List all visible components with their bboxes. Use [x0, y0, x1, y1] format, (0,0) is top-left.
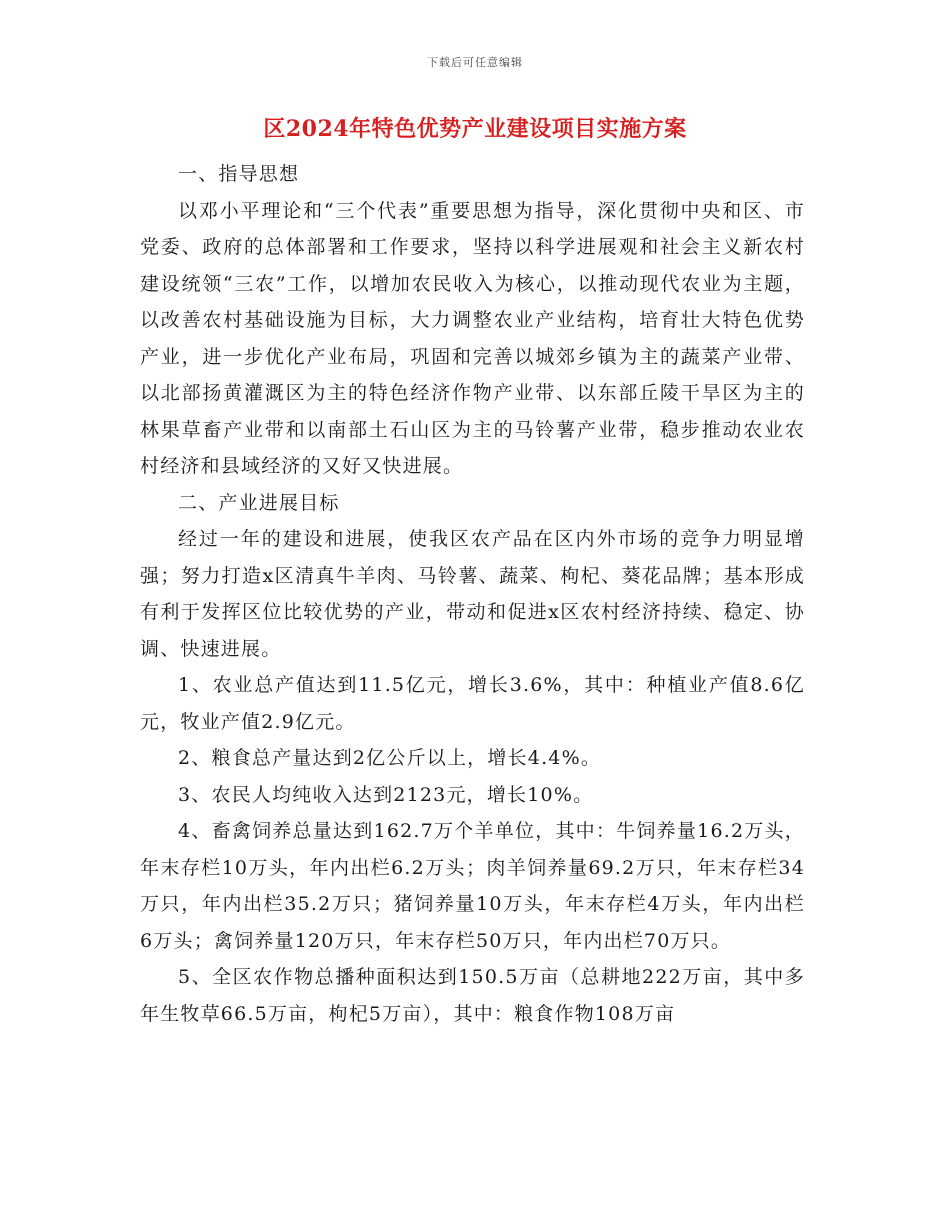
goal-item-5: 5、全区农作物总播种面积达到150.5万亩（总耕地222万亩，其中多年生牧草66.5万亩，枸杞5万亩），其中：粮食作物108万亩 [140, 966, 805, 1025]
paragraph-guiding-ideology: 以邓小平理论和“三个代表”重要思想为指导，深化贯彻中央和区、市党委、政府的总体部署和工作要求，坚持以科学进展观和社会主义新农村建设统领“三农”工作，以增加农民收入为核心，以推动现代农业为主题，以改善农村基础设施为目标，大力调整农业产业结构，培育壮大特色优势产业，进一步优化产业布局，巩固和完善以城郊乡镇为主的蔬菜产业带、以北部扬黄灌溉区为主的特色经济作物产业带、以东部丘陵干旱区为主的林果草畜产业带和以南部土石山区为主的马铃薯产业带，稳步推动农业农村经济和县域经济的又好又快进展。 [140, 199, 805, 477]
goal-item-2: 2、粮食总产量达到2亿公斤以上，增长4.4%。 [178, 747, 602, 769]
document-title: 区2024年特色优势产业建设项目实施方案 [263, 116, 687, 142]
goal-item-4: 4、畜禽饲养总量达到162.7万个羊单位，其中：牛饲养量16.2万头，年末存栏10万头，年内出栏6.2万头；肉羊饲养量69.2万只，年末存栏34万只，年内出栏35.2万只；猪饲养量10万头，年末存栏4万头，年内出栏6万头；禽饲养量120万只，年末存栏50万只，年内出栏70万只。 [140, 820, 805, 952]
document-body [140, 156, 805, 1032]
section-heading-development-goals: 二、产业进展目标 [178, 491, 340, 514]
paragraph-development-goals: 经过一年的建设和进展，使我区农产品在区内外市场的竞争力明显增强；努力打造x区清真牛羊肉、马铃薯、蔬菜、枸杞、葵花品牌；基本形成有利于发挥区位比较优势的产业，带动和促进x区农村经济持续、稳定、协调、快速进展。 [140, 528, 805, 660]
section-heading-guiding-ideology: 一、指导思想 [178, 163, 300, 185]
goal-item-3: 3、农民人均纯收入达到2123元，增长10%。 [178, 783, 594, 806]
header-note: 下载后可任意编辑 [427, 56, 523, 69]
goal-item-1: 1、农业总产值达到11.5亿元，增长3.6%，其中：种植业产值8.6亿元，牧业产值2.9亿元。 [140, 674, 805, 733]
